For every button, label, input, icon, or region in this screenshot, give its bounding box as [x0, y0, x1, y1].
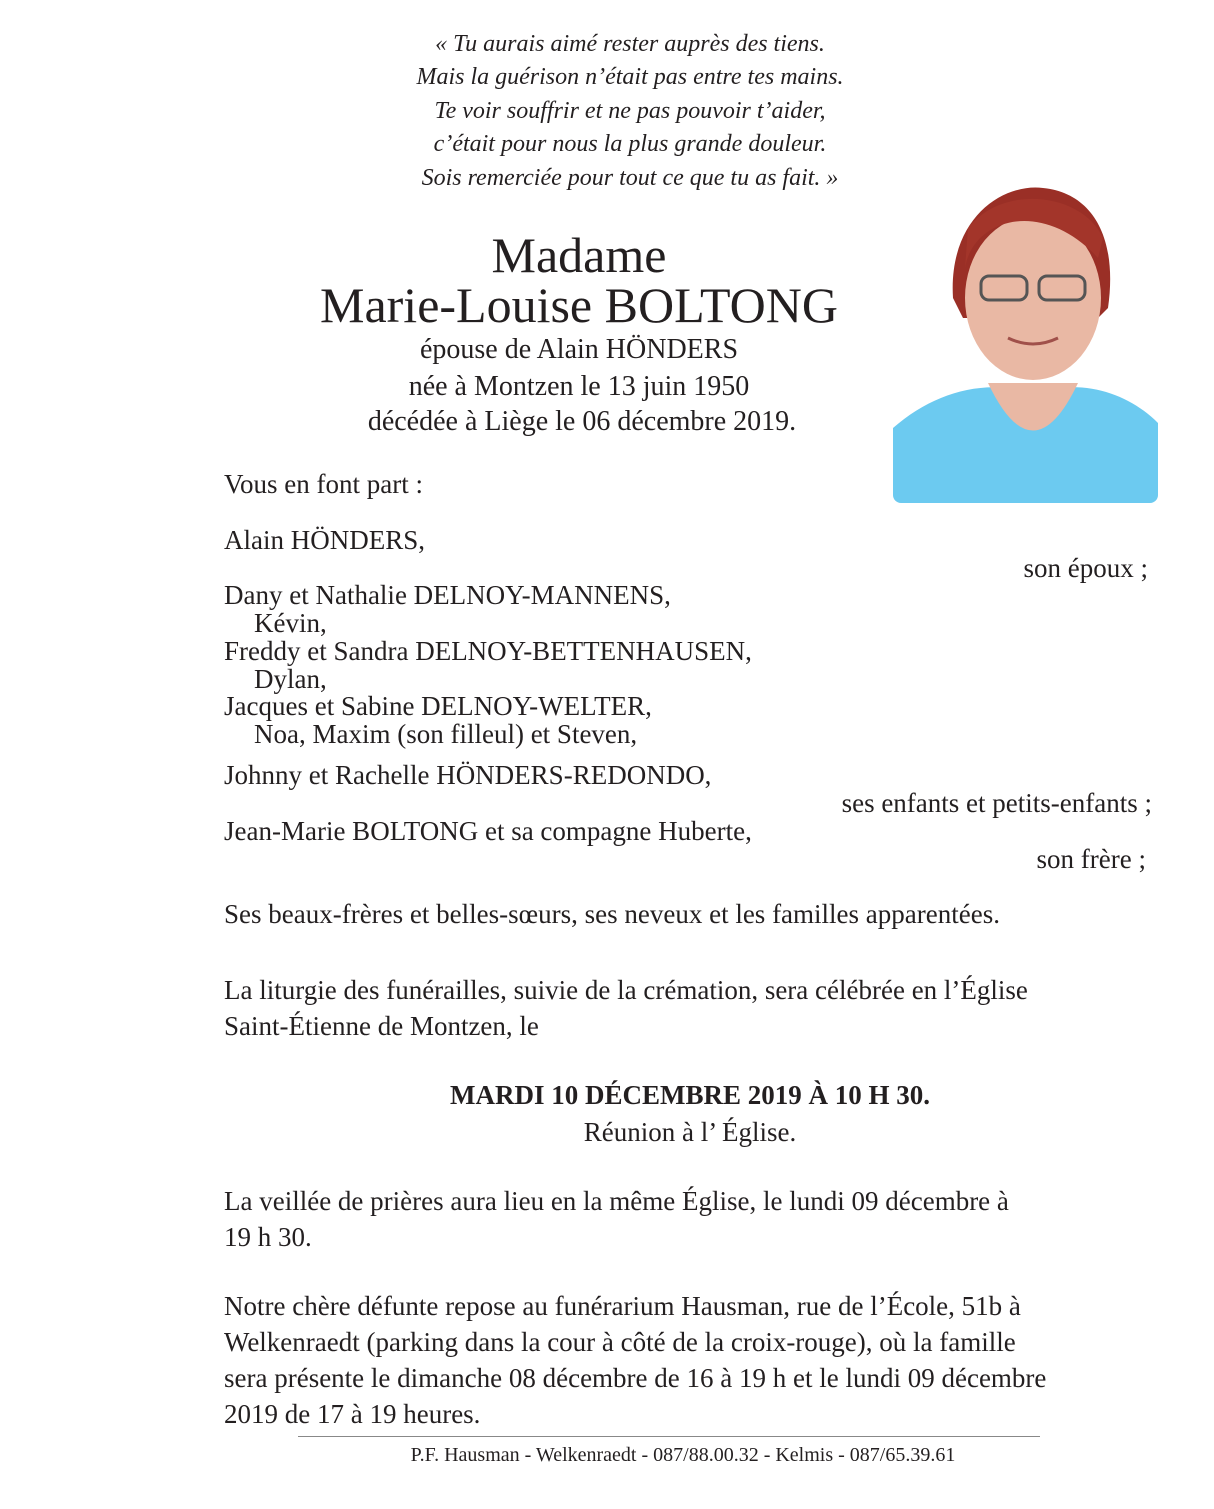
- birth-line: née à Montzen le 13 juin 1950: [408, 371, 750, 402]
- visit-text: Notre chère défunte repose au funérarium Hausman, rue de l’École, 51b à: [224, 1291, 1021, 1321]
- death-line: décédée à Liège le 06 décembre 2019.: [367, 406, 797, 437]
- family-member: Jean-Marie BOLTONG et sa compagne Huberte,: [224, 816, 752, 846]
- deceased-name: Marie-Louise BOLTONG: [320, 277, 838, 333]
- footer-divider: [298, 1436, 1040, 1437]
- family-role: son frère ;: [1036, 844, 1146, 874]
- family-member: Freddy et Sandra DELNOY-BETTENHAUSEN,: [224, 636, 752, 666]
- family-member: Dany et Nathalie DELNOY-MANNENS,: [224, 580, 671, 610]
- vigil-text: La veillée de prières aura lieu en la même Église, le lundi 09 décembre à: [224, 1186, 1009, 1216]
- other-relatives: Ses beaux-frères et belles-sœurs, ses neveux et les familles apparentées.: [224, 899, 1000, 929]
- footer-contact: P.F. Hausman - Welkenraedt - 087/88.00.32 - Kelmis - 087/65.39.61: [410, 1444, 956, 1466]
- quote-line: Mais la guérison n’était pas entre tes mains.: [416, 64, 844, 90]
- family-member: Johnny et Rachelle HÖNDERS-REDONDO,: [224, 760, 712, 790]
- quote-line: c’était pour nous la plus grande douleur.: [433, 131, 827, 157]
- family-role: son époux ;: [1023, 553, 1148, 583]
- title: Madame: [491, 227, 667, 283]
- ceremony-text: Saint-Étienne de Montzen, le: [224, 1011, 539, 1041]
- visit-text: sera présente le dimanche 08 décembre de 16 à 19 h et le lundi 09 décembre: [224, 1363, 1047, 1393]
- vigil-text: 19 h 30.: [224, 1222, 312, 1252]
- spouse-line: épouse de Alain HÖNDERS: [419, 334, 739, 365]
- quote-line: Sois remerciée pour tout ce que tu as fait. »: [421, 165, 839, 191]
- portrait-photo: [893, 178, 1158, 503]
- family-member: Jacques et Sabine DELNOY-WELTER,: [224, 691, 652, 721]
- ceremony-text: La liturgie des funérailles, suivie de la crémation, sera célébrée en l’Église: [224, 975, 1028, 1005]
- meeting-text: Réunion à l’ Église.: [583, 1117, 797, 1147]
- family-role: ses enfants et petits-enfants ;: [841, 788, 1152, 818]
- visit-text: Welkenraedt (parking dans la cour à côté de la croix-rouge), où la famille: [224, 1327, 1016, 1357]
- family-member: Alain HÖNDERS,: [224, 525, 425, 555]
- quote-line: Te voir souffrir et ne pas pouvoir t’aider,: [434, 98, 826, 124]
- family-member: Dylan,: [254, 664, 327, 694]
- visit-text: 2019 de 17 à 19 heures.: [224, 1399, 481, 1429]
- intro-text: Vous en font part :: [224, 469, 423, 499]
- family-member: Kévin,: [254, 608, 327, 638]
- quote-line: « Tu aurais aimé rester auprès des tiens.: [435, 31, 825, 57]
- ceremony-date: MARDI 10 DÉCEMBRE 2019 À 10 H 30.: [449, 1080, 930, 1110]
- family-member: Noa, Maxim (son filleul) et Steven,: [254, 719, 638, 749]
